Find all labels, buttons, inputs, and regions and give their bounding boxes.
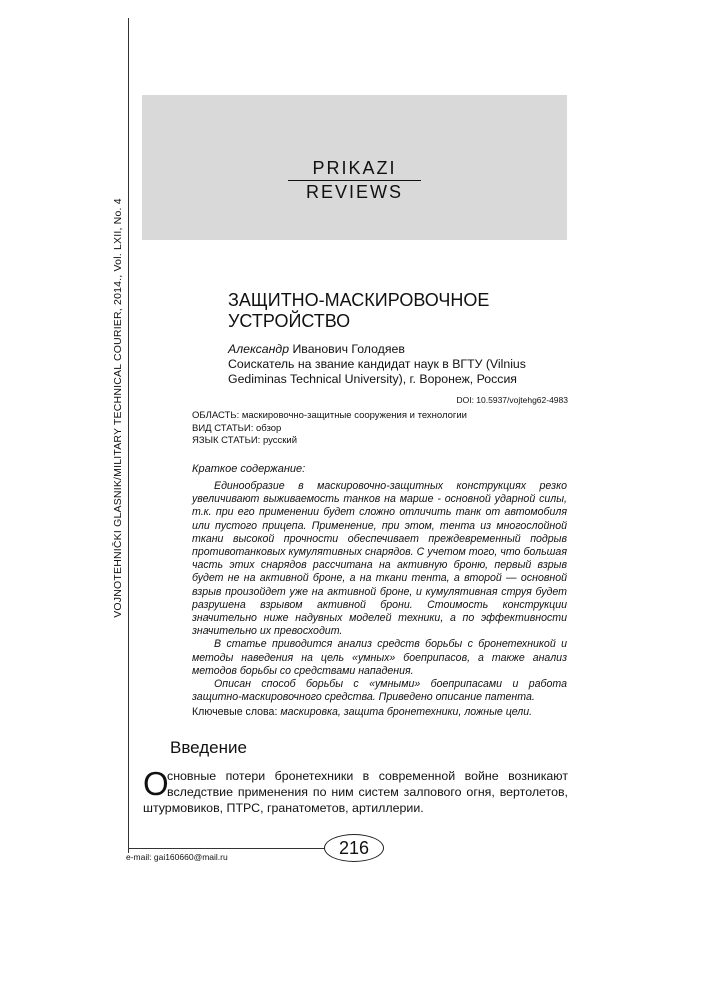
meta-field: ОБЛАСТЬ: маскировочно-защитные сооружения и технологии xyxy=(192,410,467,421)
meta-language: ЯЗЫК СТАТЬИ: русский xyxy=(192,435,298,446)
abstract-paragraph: Описан способ борьбы с «умными» боеприпасами и работа защитно-маскировочного средства. Приведено описание патента. xyxy=(192,678,567,704)
author-block xyxy=(228,342,573,387)
abstract-paragraph: Единообразие в маскировочно-защитных конструкциях резко увеличивают выживаемость танков на марше - основной ударной силы, т.к. при его применении будет сложно отличить танк от автомобиля или пустого прицепа. Применение, при этом, тента из многослойной ткани высокой прочности обеспечивает преждевременный подрыв противотанковых кумулятивных снарядов. С учетом того, что большая часть этих снарядов рассчитана на активную броню, первый взрыв будет не на активной броне, а на ткани тента, а второй — основной взрыв произойдет уже на активной броне, и кумулятивная струя будет разрушена взрывом активной брони. Стоимость конструкции значительно ниже надувных моделей техники, а по эффективности значительно их превосходит. xyxy=(192,480,567,638)
author-name xyxy=(228,342,573,357)
journal-citation: VOJNOTEHNIČKI GLASNIK/MILITARY TECHNICAL COURIER, 2014., Vol. LXII, No. 4 xyxy=(112,198,124,618)
page-number: 216 xyxy=(324,834,384,862)
section-heading-introduction: Введение xyxy=(170,738,247,757)
author-affiliation: Соискатель на звание кандидат наук в ВГТУ (Vilnius Gediminas Technical University), г. Воронеж, Россия xyxy=(228,357,526,386)
doi: DOI: 10.5937/vojtehg62-4983 xyxy=(456,395,568,405)
section-label-en: REVIEWS xyxy=(305,182,403,202)
margin-rule xyxy=(128,18,129,853)
author-first-name: Александр xyxy=(228,342,290,356)
keywords-label: Ключевые слова: xyxy=(192,706,281,718)
section-label-sr: PRIKAZI xyxy=(312,158,397,178)
article-meta xyxy=(192,410,572,448)
intro-paragraph xyxy=(143,765,568,816)
intro-text: сновные потери бронетехники в современной войне возникают вследствие применения по ним систем залпового огня, вертолетов, штурмовиков, ПТРС, гранатометов, артиллерии. xyxy=(143,769,568,815)
banner-divider xyxy=(288,180,421,181)
keywords xyxy=(192,706,572,718)
footer-rule xyxy=(128,848,333,849)
section-banner xyxy=(142,95,567,240)
abstract-heading: Краткое содержание: xyxy=(192,463,306,475)
article-title: ЗАЩИТНО-МАСКИРОВОЧНОЕ УСТРОЙСТВО xyxy=(228,290,490,331)
abstract-paragraph: В статье приводится анализ средств борьбы с бронетехникой и методы наведения на цель «умных» боеприпасов, а также анализ методов борьбы со средствами нападения. xyxy=(192,638,567,677)
author-rest-name: Иванович Голодяев xyxy=(289,342,405,356)
meta-type: ВИД СТАТЬИ: обзор xyxy=(192,422,282,434)
author-email: e-mail: gai160660@mail.ru xyxy=(126,852,228,862)
keywords-value: маскировка, защита бронетехники, ложные цели. xyxy=(280,706,533,718)
abstract-body xyxy=(192,480,567,704)
drop-cap: О xyxy=(143,765,169,802)
